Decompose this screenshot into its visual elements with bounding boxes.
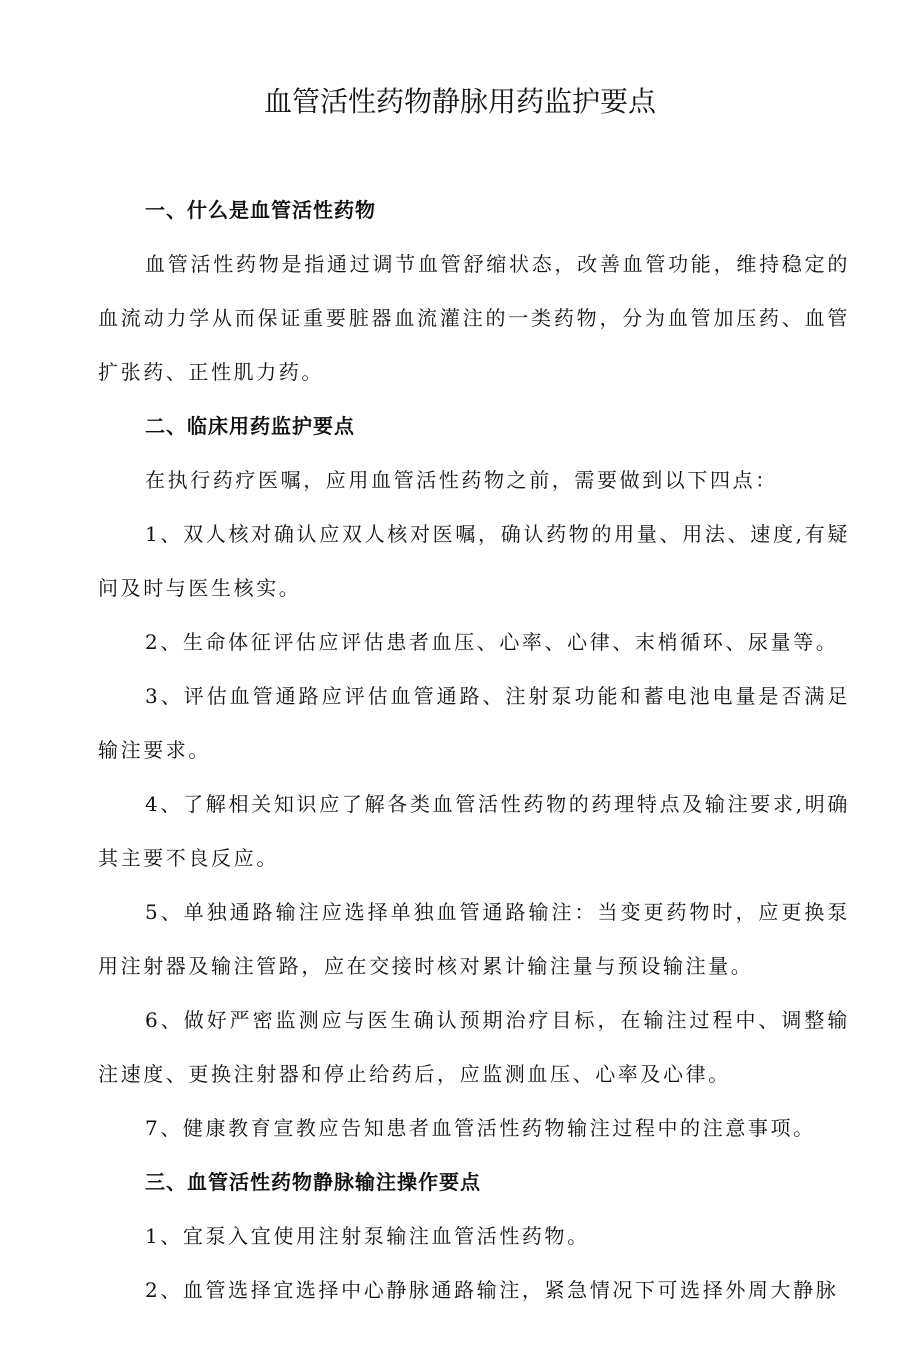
section2-item-2: 2、生命体征评估应评估患者血压、心率、心律、末梢循环、尿量等。 [145, 630, 839, 654]
section2-intro: 在执行药疗医嘱，应用血管活性药物之前，需要做到以下四点： [145, 468, 778, 492]
document-title: 血管活性药物静脉用药监护要点 [263, 85, 656, 118]
section-heading-2: 二、临床用药监护要点 [145, 414, 355, 438]
section2-item-5: 5、单独通路输注应选择单独血管通路输注：当变更药物时，应更换泵用注射器及输注管路，应在交接时核对累计输注量与预设输注量。 [98, 900, 850, 978]
section1-paragraph: 血管活性药物是指通过调节血管舒缩状态，改善血管功能，维持稳定的血流动力学从而保证重要脏器血流灌注的一类药物，分为血管加压药、血管扩张药、正性肌力药。 [98, 252, 850, 384]
section2-item-3: 3、评估血管通路应评估血管通路、注射泵功能和蓄电池电量是否满足输注要求。 [98, 684, 850, 762]
section2-item-6: 6、做好严密监测应与医生确认预期治疗目标，在输注过程中、调整输注速度、更换注射器和停止给药后，应监测血压、心率及心律。 [98, 1008, 850, 1086]
section-heading-3: 三、血管活性药物静脉输注操作要点 [145, 1170, 481, 1194]
section-heading-1: 一、什么是血管活性药物 [145, 198, 376, 222]
section3-item-2: 2、血管选择宜选择中心静脉通路输注，紧急情况下可选择外周大静脉 [145, 1278, 839, 1302]
section3-item-1: 1、宜泵入宜使用注射泵输注血管活性药物。 [145, 1224, 590, 1248]
section2-item-7: 7、健康教育宣教应告知患者血管活性药物输注过程中的注意事项。 [145, 1116, 816, 1140]
section2-item-1: 1、双人核对确认应双人核对医嘱，确认药物的用量、用法、速度,有疑问及时与医生核实。 [98, 522, 850, 600]
section2-item-4: 4、了解相关知识应了解各类血管活性药物的药理特点及输注要求,明确其主要不良反应。 [98, 792, 850, 870]
document-body [98, 183, 850, 1317]
